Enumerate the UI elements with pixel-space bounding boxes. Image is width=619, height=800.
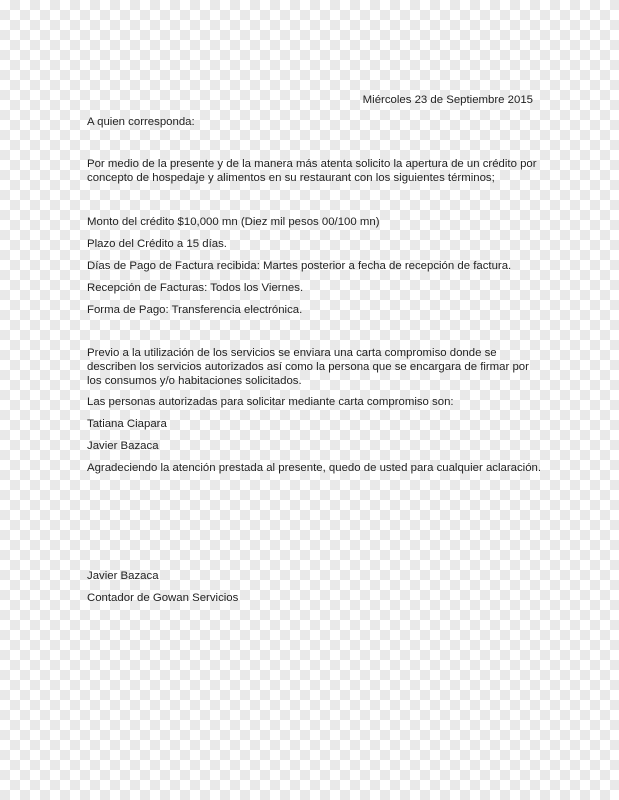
authorized-person-1: Tatiana Ciapara [87, 418, 167, 430]
salutation: A quien corresponda: [87, 116, 195, 128]
intro-line-2: concepto de hospedaje y alimentos en su restaurant con los siguientes términos; [87, 172, 495, 184]
signature-title: Contador de Gowan Servicios [87, 592, 239, 604]
paragraph2-line-2: describen los servicios autorizados así como la persona que se encargara de firmar por [87, 361, 529, 373]
term-invoice-reception: Recepción de Facturas: Todos los Viernes. [87, 282, 304, 294]
letter-date: Miércoles 23 de Septiembre 2015 [362, 94, 533, 106]
term-amount: Monto del crédito $10,000 mn (Diez mil pesos 00/100 mn) [87, 216, 380, 228]
paragraph2-line-3: los consumos y/o habitaciones solicitados. [87, 375, 302, 387]
intro-line-1: Por medio de la presente y de la manera más atenta solicito la apertura de un crédito por [87, 158, 537, 170]
authorized-intro: Las personas autorizadas para solicitar mediante carta compromiso son: [87, 396, 454, 408]
authorized-person-2: Javier Bazaca [87, 440, 159, 452]
signature-name: Javier Bazaca [87, 570, 159, 582]
term-duration: Plazo del Crédito a 15 días. [87, 238, 227, 250]
paragraph2-line-1: Previo a la utilización de los servicios se enviara una carta compromiso donde se [87, 347, 497, 359]
term-payment-method: Forma de Pago: Transferencia electrónica. [87, 304, 303, 316]
term-payment-days: Días de Pago de Factura recibida: Martes posterior a fecha de recepción de factura. [87, 260, 512, 272]
closing-line: Agradeciendo la atención prestada al presente, quedo de usted para cualquier aclaración. [87, 462, 542, 474]
